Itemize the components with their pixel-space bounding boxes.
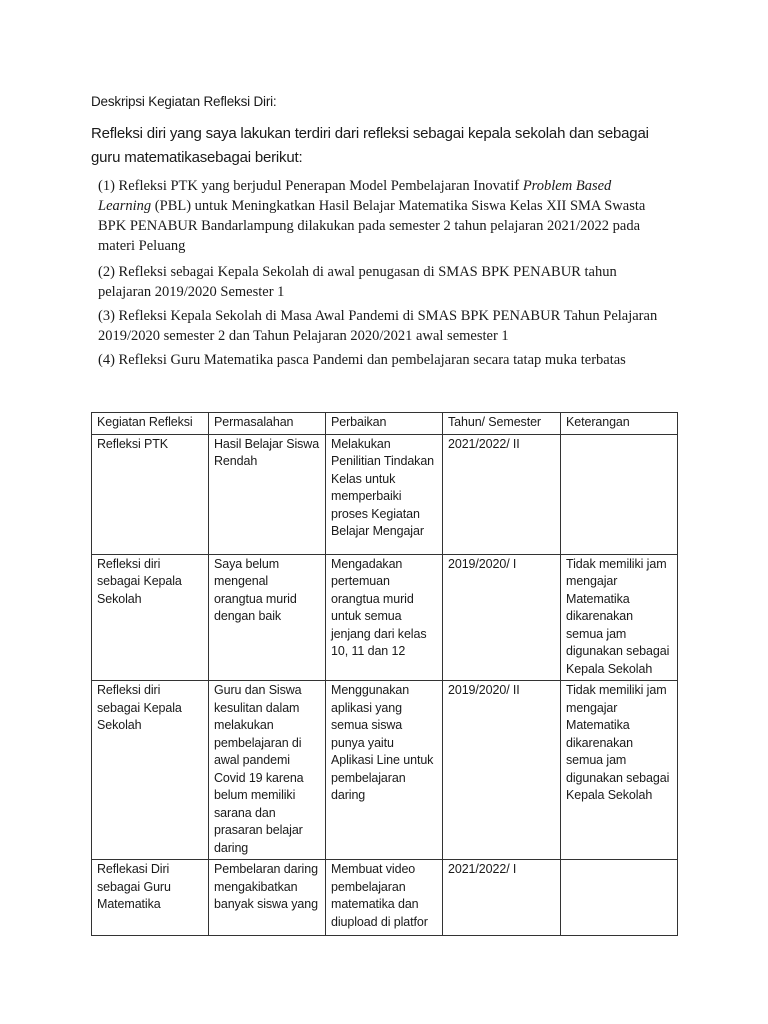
table-cell: Hasil Belajar Siswa Rendah <box>209 434 326 554</box>
table-cell: Tidak memiliki jam mengajar Matematika dikarenakan semua jam digunakan sebagai Kepala Sekolah <box>561 554 678 681</box>
table-row <box>92 434 678 554</box>
table-cell: Melakukan Penilitian Tindakan Kelas untuk memperbaiki proses Kegiatan Belajar Mengajar <box>326 434 443 554</box>
table-cell: Tidak memiliki jam mengajar Matematika dikarenakan semua jam digunakan sebagai Kepala Sekolah <box>561 681 678 860</box>
table-header-cell: Permasalahan <box>209 413 326 435</box>
table-cell: 2021/2022/ I <box>443 860 561 936</box>
reflection-item-4: (4) Refleksi Guru Matematika pasca Pandemi dan pembelajaran secara tatap muka terbatas <box>98 352 626 368</box>
table-cell <box>561 434 678 554</box>
reflection-list <box>98 176 658 374</box>
table-cell: 2019/2020/ I <box>443 554 561 681</box>
table-cell: Mengadakan pertemuan orangtua murid untuk semua jenjang dari kelas 10, 11 dan 12 <box>326 554 443 681</box>
reflection-item-1-italic: Problem Based Learning <box>98 178 612 214</box>
intro-paragraph: Refleksi diri yang saya lakukan terdiri dari refleksi sebagai kepala sekolah dan sebagai guru matematikasebagai berikut: <box>91 125 649 166</box>
table-row <box>92 554 678 681</box>
table-row <box>92 860 678 936</box>
page-heading: Deskripsi Kegiatan Refleksi Diri: <box>91 94 277 109</box>
table-cell: 2021/2022/ II <box>443 434 561 554</box>
table-cell: Reflekasi Diri sebagai Guru Matematika <box>92 860 209 936</box>
table-row <box>92 681 678 860</box>
reflection-item-3: (3) Refleksi Kepala Sekolah di Masa Awal Pandemi di SMAS BPK PENABUR Tahun Pelajaran 2019/2020 semester 2 dan Tahun Pelajaran 2020/2021 awal semester 1 <box>98 308 658 344</box>
reflection-table <box>91 412 678 936</box>
table-cell <box>561 860 678 936</box>
table-header-cell: Perbaikan <box>326 413 443 435</box>
table-cell: Guru dan Siswa kesulitan dalam melakukan pembelajaran di awal pandemi Covid 19 karena belum memiliki sarana dan prasaran belajar daring <box>209 681 326 860</box>
table-cell: Refleksi diri sebagai Kepala Sekolah <box>92 554 209 681</box>
table-cell: Saya belum mengenal orangtua murid dengan baik <box>209 554 326 681</box>
reflection-item-2: (2) Refleksi sebagai Kepala Sekolah di awal penugasan di SMAS BPK PENABUR tahun pelajaran 2019/2020 Semester 1 <box>98 264 617 300</box>
reflection-item-1: (1) Refleksi PTK yang berjudul Penerapan Model Pembelajaran Inovatif Problem Based Learning (PBL) untuk Meningkatkan Hasil Belajar Matematika Siswa Kelas XII SMA Swasta BPK PENABUR Bandarlampung dilakukan pada semester 2 tahun pelajaran 2021/2022 pada materi Peluang <box>98 178 646 254</box>
table-cell: Refleksi diri sebagai Kepala Sekolah <box>92 681 209 860</box>
table-cell: 2019/2020/ II <box>443 681 561 860</box>
table-cell: Membuat video pembelajaran matematika dan diupload di platfor <box>326 860 443 936</box>
table-cell: Refleksi PTK <box>92 434 209 554</box>
table-cell: Pembelaran daring mengakibatkan banyak siswa yang <box>209 860 326 936</box>
table-header-cell: Kegiatan Refleksi <box>92 413 209 435</box>
table-header-cell: Keterangan <box>561 413 678 435</box>
table-cell: Menggunakan aplikasi yang semua siswa punya yaitu Aplikasi Line untuk pembelajaran daring <box>326 681 443 860</box>
table-header-cell: Tahun/ Semester <box>443 413 561 435</box>
table-header-row <box>92 413 678 435</box>
